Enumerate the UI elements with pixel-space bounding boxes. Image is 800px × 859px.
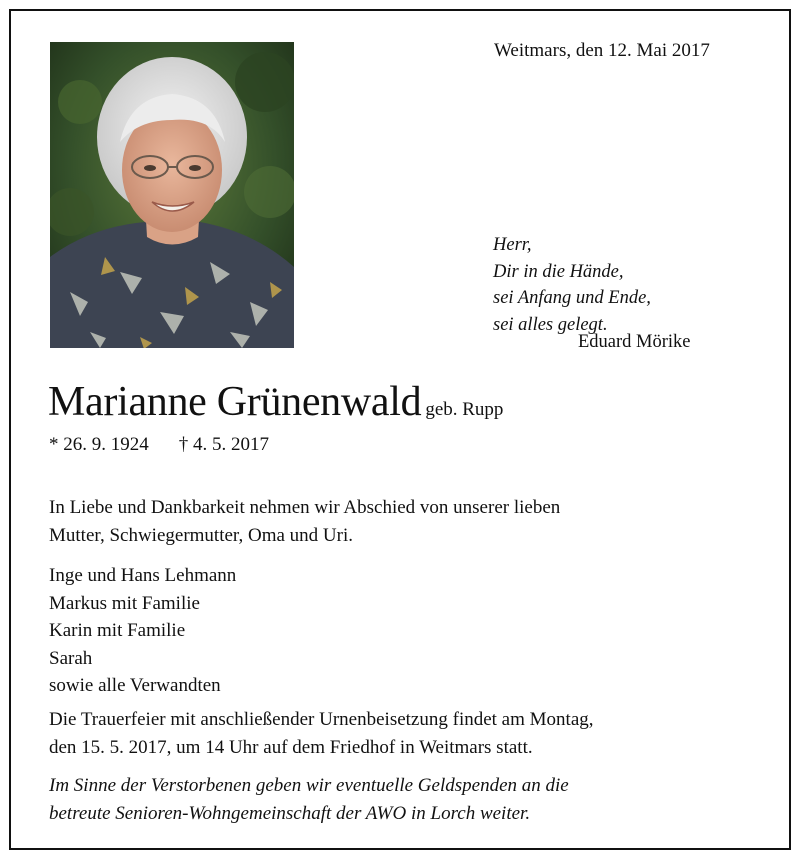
poem-line: sei Anfang und Ende,	[493, 288, 651, 308]
ceremony-text	[49, 706, 739, 762]
mourner: Sarah	[49, 647, 93, 669]
poem-author: Eduard Mörike	[578, 332, 691, 352]
farewell-text	[49, 494, 689, 550]
birth-date: * 26. 9. 1924	[49, 434, 149, 455]
death-date: † 4. 5. 2017	[178, 434, 269, 455]
poem-line: Dir in die Hände,	[493, 261, 624, 282]
mourner: Inge und Hans Lehmann	[49, 565, 237, 586]
poem-line: sei alles gelegt.	[493, 314, 608, 335]
donation-line: Im Sinne der Verstorbenen geben wir eventuelle Geldspenden an die	[49, 775, 569, 796]
portrait-photo	[50, 42, 294, 348]
poem-line: Herr,	[493, 235, 532, 255]
birth-name: geb. Rupp	[425, 399, 504, 420]
life-dates	[49, 434, 269, 456]
mourner: sowie alle Verwandten	[49, 675, 221, 696]
mourner: Markus mit Familie	[49, 592, 200, 614]
poem	[493, 232, 651, 338]
farewell-line: In Liebe und Dankbarkeit nehmen wir Abschied von unserer lieben	[49, 497, 561, 518]
ceremony-line: den 15. 5. 2017, um 14 Uhr auf dem Friedhof in Weitmars statt.	[49, 737, 533, 758]
donation-note	[49, 772, 739, 828]
mourner: Karin mit Familie	[49, 620, 186, 641]
donation-line: betreute Senioren-Wohngemeinschaft der AWO in Lorch weiter.	[49, 803, 531, 824]
mourners-list	[49, 562, 236, 700]
deceased-heading	[48, 378, 503, 426]
deceased-name: Marianne Grünenwald	[48, 379, 422, 425]
farewell-line: Mutter, Schwiegermutter, Oma und Uri.	[49, 525, 353, 546]
place-date: Weitmars, den 12. Mai 2017	[494, 40, 710, 61]
ceremony-line: Die Trauerfeier mit anschließender Urnenbeisetzung findet am Montag,	[49, 709, 594, 730]
